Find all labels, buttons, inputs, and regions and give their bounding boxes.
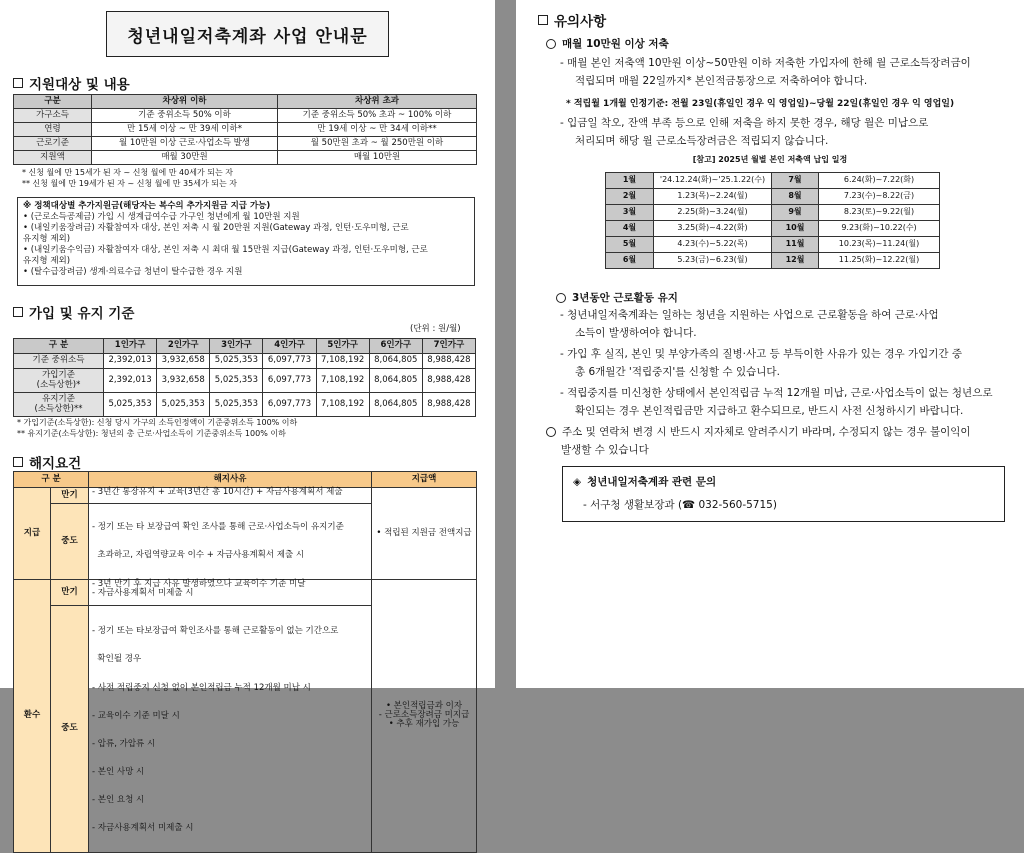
- paragraph-line: 적립되며 매월 22일까지* 본인적금통장으로 저축하여야 합니다.: [575, 75, 868, 88]
- schedule-month: 3월: [606, 205, 654, 221]
- income-header: 7인가구: [422, 339, 475, 354]
- target-cell: 만 19세 이상 ~ 만 34세 이하**: [278, 123, 477, 137]
- join-notes: [17, 418, 297, 440]
- schedule-month: 1월: [606, 173, 654, 189]
- policy-box-title: ※ 정책대상별 추가지원금(해당자는 복수의 추가지원금 지급 가능): [23, 201, 271, 211]
- reason-line: - 교육이수 기준 미달 시: [92, 710, 180, 721]
- income-cell: 3,932,658: [157, 354, 210, 369]
- income-header: 4인가구: [263, 339, 316, 354]
- income-row-label: 가입기준 (소득상한)*: [14, 369, 104, 393]
- paragraph-line: 처리되며 해당 월 근로소득장려금은 적립되지 않습니다.: [575, 135, 829, 148]
- income-cell: 5,025,353: [104, 393, 157, 417]
- income-cell: 3,932,658: [157, 369, 210, 393]
- page-left: [0, 0, 495, 833]
- income-cell: 5,025,353: [210, 369, 263, 393]
- income-cell: 2,392,013: [104, 369, 157, 393]
- income-cell: 8,064,805: [369, 354, 422, 369]
- schedule-period: 10.23(목)~11.24(월): [819, 237, 940, 253]
- square-bullet-icon: [538, 15, 548, 25]
- income-cell: 7,108,192: [316, 369, 369, 393]
- paragraph-line: 주소 및 연락처 변경 시 반드시 지자체로 알려주시기 바라며, 수정되지 않는 경우 불이익이: [546, 423, 1020, 441]
- payout-line: • 적립된 지원금 전액지급: [376, 527, 472, 538]
- paragraph-line: - 청년내일저축계좌는 일하는 청년을 지원하는 사업으로 근로활동을 하여 근로·사업: [560, 309, 939, 321]
- income-cell: 6,097,773: [263, 393, 316, 417]
- monthly-heading: 매월 10만원 이상 저축: [546, 36, 669, 51]
- inquiry-box: [562, 466, 1005, 522]
- income-cell: 6,097,773: [263, 369, 316, 393]
- footnote: ** 유지기준(소득상한): 청년의 총 근로·사업소득이 기준중위소득 100% 이하: [17, 428, 286, 438]
- monthly-paragraph-2: [560, 114, 1015, 151]
- circle-bullet-icon: [556, 293, 566, 303]
- policy-box-line: • (근로소득공제금) 가입 시 생계급여수급 가구인 청년에게 월 10만원 지원: [23, 212, 300, 223]
- reason-line: - 정기 또는 타 보장급여 확인 조사를 통해 근로·사업소득이 유지기준: [92, 521, 344, 532]
- reason-line: - 자금사용계획서 미제출 시: [92, 822, 194, 833]
- cancel-type-label: 중도: [51, 605, 89, 852]
- section-cancel-heading: 해지요건: [13, 452, 81, 472]
- cancel-reason: [89, 579, 372, 605]
- schedule-month: 10월: [772, 221, 819, 237]
- reason-line: - 정기 또는 타보장급여 확인조사를 통해 근로활동이 없는 기간으로: [92, 626, 339, 637]
- cancel-type-label: 만기: [51, 488, 89, 504]
- paragraph-line: 발생할 수 있습니다: [561, 444, 649, 457]
- work-paragraph-2: [560, 345, 1020, 382]
- section-notice-heading: 유의사항: [538, 10, 606, 30]
- circle-bullet-icon: [546, 39, 556, 49]
- policy-box-line: 유지형 제외): [23, 256, 71, 267]
- paragraph-line: 총 6개월간 '적립중지'를 신청할 수 있습니다.: [575, 366, 780, 379]
- income-cell: 5,025,353: [210, 393, 263, 417]
- payment-schedule-table: [605, 172, 940, 269]
- cancel-payout: [372, 488, 477, 580]
- target-cell: 매월 10만원: [278, 151, 477, 165]
- paragraph-line: - 가입 후 실직, 본인 및 부양가족의 질병·사고 등 부득이한 사유가 있는 경우 가입기간 중: [560, 348, 963, 360]
- section-join-heading: 가입 및 유지 기준: [13, 302, 134, 322]
- paragraph-line: 확인되는 경우 본인적립금만 지급하고 환수되므로, 반드시 사전 신청하시기 바랍니다.: [575, 405, 964, 418]
- cancel-reason: [89, 605, 372, 852]
- income-cell: 8,988,428: [422, 393, 475, 417]
- paragraph-line: 소득이 발생하여야 합니다.: [575, 327, 697, 340]
- schedule-month: 5월: [606, 237, 654, 253]
- target-cell: 기준 중위소득 50% 초과 ~ 100% 이하: [278, 109, 477, 123]
- circle-bullet-icon: [546, 427, 556, 437]
- cancel-header: 지급액: [372, 472, 477, 488]
- reason-line: - 본인 요청 시: [92, 794, 145, 805]
- cancel-table: [13, 471, 477, 853]
- income-cell: 8,064,805: [369, 369, 422, 393]
- income-cell: 2,392,013: [104, 354, 157, 369]
- income-cell: 8,988,428: [422, 369, 475, 393]
- cancel-reason: [89, 488, 372, 504]
- payout-line: • 추후 재가입 가능: [388, 719, 460, 730]
- footnote: ** 신청 월에 만 19세가 된 자 ~ 신청 월에 만 35세가 되는 자: [22, 178, 237, 188]
- schedule-period: 11.25(화)~12.22(월): [819, 253, 940, 269]
- reason-line: - 사전 적립중지 신청 없이 본인적립금 누적 12개월 미납 시: [92, 682, 311, 693]
- target-cell: 만 15세 이상 ~ 만 39세 이하*: [92, 123, 278, 137]
- schedule-month: 12월: [772, 253, 819, 269]
- payout-line: - 근로소득장려금 미지급: [378, 710, 470, 721]
- paragraph-line: - 입금일 착오, 잔액 부족 등으로 인해 저축을 하지 못한 경우, 해당 월은 미납으로: [560, 117, 929, 129]
- footnote: * 신청 월에 만 15세가 된 자 ~ 신청 월에 만 40세가 되는 자: [22, 168, 233, 177]
- schedule-period: 8.23(토)~9.22(월): [819, 205, 940, 221]
- income-cell: 5,025,353: [157, 393, 210, 417]
- income-row-label: 유지기준 (소득상한)**: [14, 393, 104, 417]
- page-right: [516, 0, 1024, 688]
- reason-line: - 자금사용계획서 미제출 시: [92, 588, 194, 599]
- income-cell: 7,108,192: [316, 354, 369, 369]
- income-cell: 6,097,773: [263, 354, 316, 369]
- target-cell: 월 10만원 이상 근로·사업소득 발생: [92, 137, 278, 151]
- work-paragraph-1: [560, 306, 1020, 343]
- inquiry-title: ◈ 청년내일저축계좌 관련 문의: [573, 475, 717, 488]
- income-cell: 8,988,428: [422, 354, 475, 369]
- calendar-title: [참고] 2025년 월별 본인 저축액 납입 일정: [692, 155, 848, 164]
- target-notes: [22, 168, 237, 190]
- income-header: 구 분: [14, 339, 104, 354]
- target-table: [13, 94, 477, 165]
- schedule-month: 7월: [772, 173, 819, 189]
- schedule-period: 1.23(목)~2.24(월): [654, 189, 772, 205]
- target-header-high: 차상위 초과: [278, 95, 477, 109]
- reason-line: - 3년 만기 후 지급 사유 발생하였으나 교육이수 기준 미달: [92, 578, 306, 589]
- target-header-low: 차상위 이하: [92, 95, 278, 109]
- target-row-label: 가구소득: [14, 109, 92, 123]
- schedule-period: 2.25(화)~3.24(월): [654, 205, 772, 221]
- schedule-month: 4월: [606, 221, 654, 237]
- policy-box-line: • (탈수급장려금) 생계·의료수급 청년이 탈수급한 경우 지원: [23, 267, 243, 278]
- reason-line: - 압류, 가압류 시: [92, 738, 156, 749]
- cancel-group-label: 지급: [14, 488, 51, 580]
- section-target-heading: 지원대상 및 내용: [13, 73, 130, 93]
- target-cell: 매월 30만원: [92, 151, 278, 165]
- income-cell: 5,025,353: [210, 354, 263, 369]
- target-row-label: 근로기준: [14, 137, 92, 151]
- cancel-type-label: 만기: [51, 579, 89, 605]
- payout-line: • 본인적립금과 이자: [385, 700, 463, 711]
- inquiry-contact: - 서구청 생활보장과 (☎ 032-560-5715): [583, 499, 777, 511]
- policy-box-line: • (내일키움장려금) 자활참여자 대상, 본인 저축 시 월 20만원 지원(Gateway 과정, 인턴·도우미형, 근로: [23, 223, 409, 234]
- income-row-label: 기준 중위소득: [14, 354, 104, 369]
- schedule-month: 11월: [772, 237, 819, 253]
- reason-line: - 3년간 통장유지 + 교육(3년간 총 10시간) + 자금사용계획서 제출: [92, 487, 343, 497]
- reason-line: - 본인 사망 시: [92, 766, 145, 777]
- contact-change-paragraph: [546, 423, 1020, 460]
- policy-support-box: [17, 197, 475, 286]
- cancel-header: 해지사유: [89, 472, 372, 488]
- paragraph-line: - 매월 본인 저축액 10만원 이상~50만원 이하 저축한 가입자에 한해 월 근로소득장려금이: [560, 57, 971, 69]
- cancel-type-label: 중도: [51, 504, 89, 580]
- paragraph-line: - 적립중지를 미신청한 상태에서 본인적립금 누적 12개월 미납, 근로·사업소득이 없는 청년으로: [560, 387, 993, 399]
- schedule-period: 5.23(금)~6.23(월): [654, 253, 772, 269]
- schedule-period: 6.24(화)~7.22(화): [819, 173, 940, 189]
- income-header: 6인가구: [369, 339, 422, 354]
- schedule-month: 6월: [606, 253, 654, 269]
- reason-line: 초과하고, 자립역량교육 이수 + 자금사용계획서 제출 시: [92, 549, 305, 560]
- income-header: 5인가구: [316, 339, 369, 354]
- target-cell: 기준 중위소득 50% 이하: [92, 109, 278, 123]
- target-row-label: 지원액: [14, 151, 92, 165]
- square-bullet-icon: [13, 78, 23, 88]
- policy-box-line: 유지형 제외): [23, 234, 71, 245]
- schedule-period: '24.12.24(화)~'25.1.22(수): [654, 173, 772, 189]
- income-header: 2인가구: [157, 339, 210, 354]
- income-table: [13, 338, 476, 417]
- schedule-period: 4.23(수)~5.22(목): [654, 237, 772, 253]
- income-header: 3인가구: [210, 339, 263, 354]
- work-heading: 3년동안 근로활동 유지: [556, 290, 678, 305]
- target-cell: 월 50만원 초과 ~ 월 250만원 이하: [278, 137, 477, 151]
- cancel-reason: [89, 504, 372, 580]
- schedule-month: 8월: [772, 189, 819, 205]
- monthly-paragraph-1: [560, 54, 1015, 91]
- cancel-group-label: 환수: [14, 579, 51, 852]
- diamond-bullet-icon: ◈: [573, 475, 582, 488]
- target-header-category: 구분: [14, 95, 92, 109]
- target-row-label: 연령: [14, 123, 92, 137]
- income-cell: 8,064,805: [369, 393, 422, 417]
- square-bullet-icon: [13, 307, 23, 317]
- income-header: 1인가구: [104, 339, 157, 354]
- monthly-standard-note: * 적립월 1개월 인정기준: 전월 23일(휴일인 경우 익 영업일)~당월 22일(휴일인 경우 익 영업일): [566, 99, 955, 109]
- schedule-period: 7.23(수)~8.22(금): [819, 189, 940, 205]
- footnote: * 가입기준(소득상한): 신청 당시 가구의 소득인정액이 기준중위소득 100% 이하: [17, 418, 298, 427]
- reason-line: 확인될 경우: [92, 654, 142, 665]
- policy-box-line: • (내일키움수익금) 자활참여자 대상, 본인 저축 시 최대 월 15만원 지급(Gateway 과정, 인턴·도우미형, 근로: [23, 245, 428, 256]
- cancel-payout: [372, 579, 477, 852]
- schedule-period: 9.23(화)~10.22(수): [819, 221, 940, 237]
- schedule-period: 3.25(화)~4.22(화): [654, 221, 772, 237]
- document-title: 청년내일저축계좌 사업 안내문: [106, 11, 389, 57]
- cancel-header: 구 분: [14, 472, 89, 488]
- schedule-month: 9월: [772, 205, 819, 221]
- square-bullet-icon: [13, 457, 23, 467]
- work-paragraph-3: [560, 384, 1020, 421]
- schedule-month: 2월: [606, 189, 654, 205]
- unit-label: (단위 : 원/월): [410, 324, 461, 334]
- income-cell: 7,108,192: [316, 393, 369, 417]
